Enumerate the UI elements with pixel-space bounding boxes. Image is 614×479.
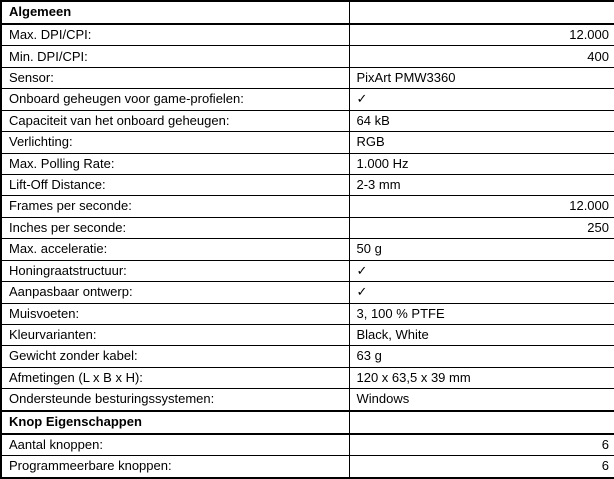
spec-label-cell: Inches per seconde: [1, 217, 349, 238]
checkmark-icon: ✓ [349, 260, 614, 281]
spec-row [1, 110, 614, 131]
spec-label-cell: Muisvoeten: [1, 303, 349, 324]
checkmark-icon: ✓ [349, 282, 614, 303]
spec-row [1, 324, 614, 345]
spec-label-cell: Aanpasbaar ontwerp: [1, 282, 349, 303]
spec-label-cell: Lift-Off Distance: [1, 174, 349, 195]
spec-label-cell: Ondersteunde besturingssystemen: [1, 389, 349, 410]
spec-row [1, 346, 614, 367]
spec-label-cell: Kleurvarianten: [1, 324, 349, 345]
spec-value-cell: 6 [349, 434, 614, 456]
spec-row [1, 456, 614, 478]
spec-label-cell: Programmeerbare knoppen: [1, 456, 349, 478]
spec-row [1, 260, 614, 281]
spec-row [1, 303, 614, 324]
spec-label-cell: Verlichting: [1, 132, 349, 153]
spec-value-cell: 120 x 63,5 x 39 mm [349, 367, 614, 388]
spec-row [1, 24, 614, 46]
spec-row [1, 174, 614, 195]
spec-value-cell: 400 [349, 46, 614, 67]
spec-row [1, 282, 614, 303]
spec-row [1, 217, 614, 238]
section-header-row [1, 412, 614, 434]
spec-row [1, 196, 614, 217]
spec-value-cell: 12.000 [349, 24, 614, 46]
spec-label-cell: Min. DPI/CPI: [1, 46, 349, 67]
spec-label-cell: Capaciteit van het onboard geheugen: [1, 110, 349, 131]
spec-row [1, 46, 614, 67]
spec-label-cell: Onboard geheugen voor game-profielen: [1, 89, 349, 110]
spec-value-cell: Windows [349, 389, 614, 410]
spec-row [1, 434, 614, 456]
spec-label-cell: Max. DPI/CPI: [1, 24, 349, 46]
spec-label-cell: Afmetingen (L x B x H): [1, 367, 349, 388]
spec-label-cell: Max. Polling Rate: [1, 153, 349, 174]
spec-row [1, 89, 614, 110]
spec-value-cell [349, 412, 614, 434]
spec-value-cell: Black, White [349, 324, 614, 345]
section-header-row [1, 1, 614, 24]
spec-row [1, 389, 614, 410]
spec-value-cell: RGB [349, 132, 614, 153]
spec-value-cell: 250 [349, 217, 614, 238]
spec-row [1, 153, 614, 174]
spec-label-cell: Sensor: [1, 67, 349, 88]
spec-label-cell: Max. acceleratie: [1, 239, 349, 260]
spec-value-cell: 50 g [349, 239, 614, 260]
spec-value-cell: 12.000 [349, 196, 614, 217]
spec-row [1, 367, 614, 388]
spec-table-body [1, 1, 614, 478]
section-title: Algemeen [1, 1, 349, 24]
spec-row [1, 67, 614, 88]
spec-value-cell: PixArt PMW3360 [349, 67, 614, 88]
spec-value-cell: 6 [349, 456, 614, 478]
spec-label-cell: Aantal knoppen: [1, 434, 349, 456]
section-title: Knop Eigenschappen [1, 412, 349, 434]
spec-value-cell: 1.000 Hz [349, 153, 614, 174]
spec-value-cell: 2-3 mm [349, 174, 614, 195]
spec-label-cell: Frames per seconde: [1, 196, 349, 217]
spec-label-cell: Gewicht zonder kabel: [1, 346, 349, 367]
spec-row [1, 132, 614, 153]
spec-value-cell: 63 g [349, 346, 614, 367]
spec-row [1, 239, 614, 260]
spec-value-cell: 64 kB [349, 110, 614, 131]
spec-label-cell: Honingraatstructuur: [1, 260, 349, 281]
spec-value-cell: 3, 100 % PTFE [349, 303, 614, 324]
checkmark-icon: ✓ [349, 89, 614, 110]
spec-value-cell [349, 1, 614, 24]
